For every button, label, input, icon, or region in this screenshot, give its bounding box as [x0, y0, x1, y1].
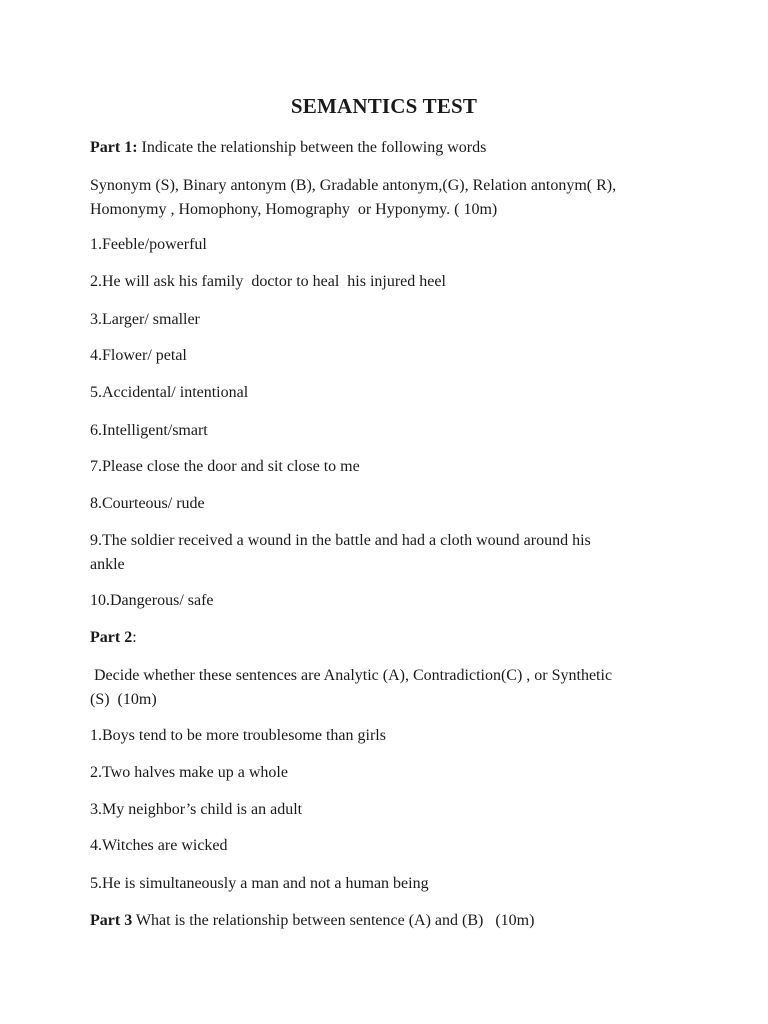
part1-heading: Part 1: — [90, 139, 138, 156]
part1-header — [90, 136, 690, 160]
part2-header — [90, 626, 690, 650]
part2-item: 2.Two halves make up a whole — [90, 764, 288, 781]
part1-options-line1: Synonym (S), Binary antonym (B), Gradable antonym,(G), Relation antonym( R), — [90, 177, 617, 194]
part2-instruction-line2: (S) (10m) — [90, 691, 157, 708]
part2-instruction-line1: Decide whether these sentences are Analytic (A), Contradiction(C) , or Synthetic — [90, 667, 613, 684]
page-title: SEMANTICS TEST — [290, 94, 478, 118]
part1-item: 9.The soldier received a wound in the battle and had a cloth wound around his — [90, 532, 591, 549]
part1-item: 3.Larger/ smaller — [90, 311, 200, 328]
part2-item: 4.Witches are wicked — [90, 837, 228, 854]
part1-item: 2.He will ask his family doctor to heal his injured heel — [90, 273, 446, 290]
part2-item: 1.Boys tend to be more troublesome than girls — [90, 727, 386, 744]
part1-item: 4.Flower/ petal — [90, 347, 187, 364]
part1-item: 1.Feeble/powerful — [90, 236, 207, 253]
part1-item: 5.Accidental/ intentional — [90, 384, 249, 401]
part1-item: 7.Please close the door and sit close to me — [90, 458, 360, 475]
part1-instruction: Indicate the relationship between the following words — [137, 139, 487, 156]
part3-heading: Part 3 — [90, 912, 133, 929]
part2-item: 5.He is simultaneously a man and not a human being — [90, 875, 429, 892]
part3-header — [90, 909, 690, 933]
part2-colon: : — [132, 629, 137, 646]
part1-item: 10.Dangerous/ safe — [90, 592, 214, 609]
part1-item-continuation: ankle — [90, 556, 125, 573]
part2-item: 3.My neighbor’s child is an adult — [90, 801, 303, 818]
part1-options-line2: Homonymy , Homophony, Homography or Hyponymy. ( 10m) — [90, 201, 498, 218]
part2-heading: Part 2 — [90, 629, 133, 646]
part1-item: 6.Intelligent/smart — [90, 422, 208, 439]
part1-item: 8.Courteous/ rude — [90, 495, 205, 512]
part3-instruction: What is the relationship between sentence (A) and (B) (10m) — [132, 912, 535, 929]
